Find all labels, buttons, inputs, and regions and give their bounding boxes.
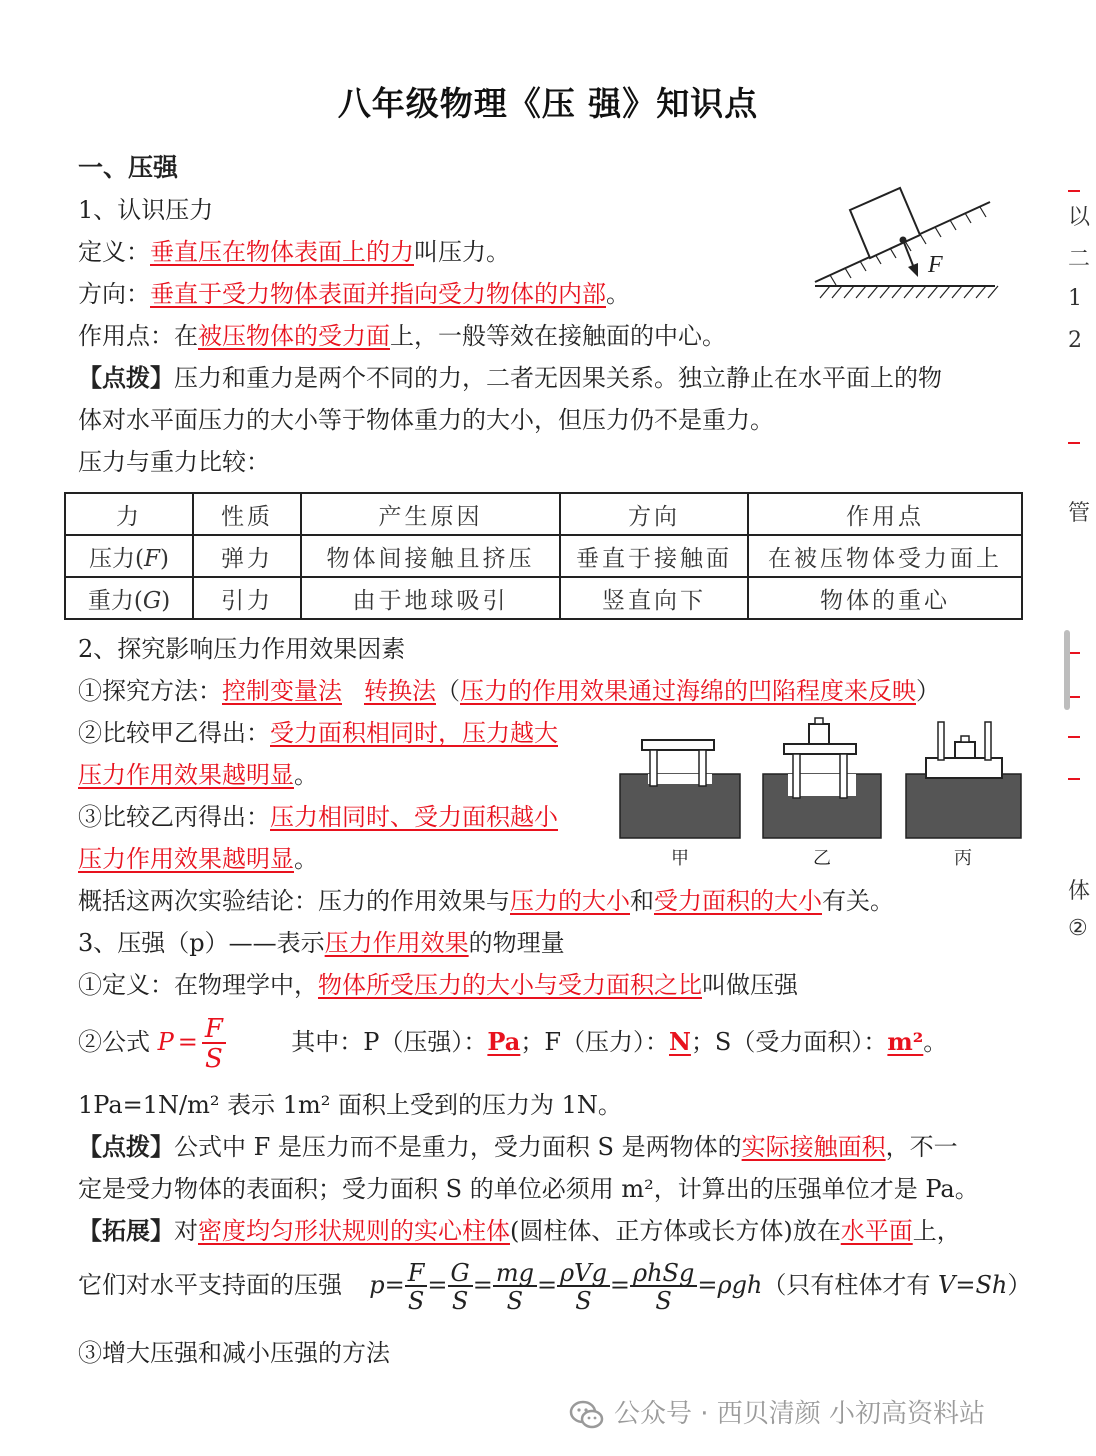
table-cell: 在被压物体受力面上 <box>748 535 1022 577</box>
table-cell: 引力 <box>193 577 301 619</box>
denominator: S <box>205 1043 223 1074</box>
highlight: 垂直压在物体表面上的力 <box>150 238 414 266</box>
compare-jia-yi-line <box>78 715 558 751</box>
text: 的物理量 <box>468 929 565 957</box>
page-title: 八年级物理《压 强》知识点 <box>337 84 759 123</box>
table-header-cell: 产生原因 <box>301 493 560 535</box>
table-row <box>65 577 1022 619</box>
table-header-cell: 方向 <box>560 493 748 535</box>
section-heading-pressure: 一、压强 <box>78 153 179 182</box>
unit-m2: m² <box>887 1027 924 1056</box>
numerator: ρVg <box>557 1261 610 1287</box>
cut-off-red-mark <box>1068 160 1080 192</box>
highlight: 转换法 <box>364 677 436 705</box>
cut-off-char: 以 <box>1068 205 1091 230</box>
highlight: 受力面积相同时，压力越大 <box>270 719 558 747</box>
experiment-label-bing: 丙 <box>954 848 972 869</box>
table-row <box>65 535 1022 577</box>
text: 概括这两次实验结论：压力的作用效果与 <box>78 887 510 915</box>
highlight: 压力相同时、受力面积越小 <box>270 803 558 831</box>
table-cell <box>65 577 193 619</box>
text: 它们对水平支持面的压强 <box>78 1271 342 1299</box>
tip-line-1 <box>78 360 942 396</box>
numerator: ρhSg <box>630 1261 697 1287</box>
wechat-icon <box>570 1400 604 1430</box>
text: 公式中 F 是压力而不是重力，受力面积 S 是两物体的 <box>174 1133 742 1161</box>
watermark-text: 公众号 · 西贝清颜 小初高资料站 <box>614 1399 986 1429</box>
experiment-label-jia: 甲 <box>671 848 689 869</box>
text: 。 <box>294 845 318 873</box>
summary-line <box>78 883 894 919</box>
denominator: S <box>506 1286 524 1315</box>
numerator: G <box>448 1261 473 1287</box>
highlight: 压力作用效果越明显 <box>78 845 294 873</box>
compare-yi-bing-line <box>78 799 558 835</box>
text: 和 <box>630 887 654 915</box>
compare-yi-bing-line-2 <box>78 841 318 877</box>
label: ②公式 <box>78 1028 150 1056</box>
column-pressure-equation-line: 它们对水平支持面的压强 p= $\frac{F}{S}$ = $\frac{G}{S}$ = $\frac{mg}{S}$ = $\frac{\text{ρVg}}{S}$ = $\frac{\text{ρhSg}}{S}$ =ρgh（只有柱体才有 V=Sh） <box>78 1258 1032 1315</box>
tip-label: 【点拨】 <box>78 1133 174 1161</box>
incline-block-diagram <box>810 182 1000 312</box>
tip-label: 【点拨】 <box>78 364 174 392</box>
text: 。 <box>923 1028 948 1056</box>
note-formula: V=Sh <box>938 1271 1008 1299</box>
text: ①定义：在物理学中， <box>78 971 318 999</box>
unit-pa: Pa <box>487 1027 521 1056</box>
action-point-line <box>78 318 726 354</box>
denominator: S <box>575 1286 592 1315</box>
subheading-pressure-force: 1、认识压力 <box>78 196 214 224</box>
text: 对 <box>174 1217 198 1245</box>
table-header-row <box>65 493 1022 535</box>
subheading-pressure-p <box>78 925 565 961</box>
tip2-line-2: 定是受力物体的表面积；受力面积 S 的单位必须用 m²，计算出的压强单位才是 Pa。 <box>78 1175 979 1203</box>
text: 。 <box>294 761 318 789</box>
text: 压力和重力是两个不同的力，二者无因果关系。独立静止在水平面上的物 <box>174 364 942 392</box>
highlight: 水平面 <box>840 1217 913 1245</box>
paren: ) <box>159 545 169 572</box>
table-cell: 弹力 <box>193 535 301 577</box>
paren: （ <box>436 677 460 705</box>
text: 上，一般等效在接触面的中心。 <box>390 322 726 350</box>
text: (圆柱体、正方体或长方体)放在 <box>510 1217 841 1245</box>
cut-off-char: 二 <box>1068 247 1091 272</box>
eq-p: p <box>369 1271 385 1299</box>
force-symbol: G <box>142 587 162 614</box>
text: ；S（受力面积）： <box>690 1028 888 1056</box>
pascal-line: 1Pa=1N/m² 表示 1m² 面积上受到的压力为 1N。 <box>78 1091 622 1119</box>
extension-line <box>78 1213 961 1249</box>
highlight: 压力的作用效果通过海绵的凹陷程度来反映 <box>460 677 916 705</box>
cut-off-char: 管 <box>1068 501 1091 526</box>
table-cell: 物体间接触且挤压 <box>301 535 560 577</box>
highlight: 物体所受压力的大小与受力面积之比 <box>318 971 702 999</box>
eq-fraction <box>493 1258 537 1315</box>
text: 叫做压强 <box>702 971 798 999</box>
compare-label: 压力与重力比较： <box>78 448 270 476</box>
text: 上， <box>912 1217 961 1245</box>
eq-fraction <box>448 1258 473 1315</box>
denominator: S <box>407 1286 425 1315</box>
note: （只有柱体才有 <box>762 1271 939 1299</box>
table-cell: 垂直于接触面 <box>560 535 748 577</box>
table-header-cell: 作用点 <box>748 493 1022 535</box>
numerator: mg <box>493 1261 537 1287</box>
text: 3、压强（p）——表示 <box>78 929 325 957</box>
force-label-text: F <box>928 252 943 278</box>
unit-n: N <box>669 1027 691 1056</box>
table-header-cell: 性质 <box>193 493 301 535</box>
highlight: 控制变量法 <box>222 677 342 705</box>
cut-off-char: 体 <box>1068 879 1091 904</box>
tip2-line-1 <box>78 1129 958 1165</box>
pressure-gravity-comparison-table <box>64 492 1023 620</box>
denominator: S <box>655 1286 672 1315</box>
table-header-cell: 力 <box>65 493 193 535</box>
force-symbol: F <box>144 545 160 572</box>
highlight: 压力作用效果 <box>324 929 469 957</box>
table-cell <box>65 535 193 577</box>
label: ②比较甲乙得出： <box>78 719 270 747</box>
watermark <box>570 1393 985 1430</box>
table-cell: 由于地球吸引 <box>301 577 560 619</box>
paren: ) <box>161 587 171 614</box>
cut-off-char: ② <box>1068 916 1088 941</box>
eq-fraction <box>557 1258 610 1315</box>
sponge-experiment-diagram <box>618 712 1023 872</box>
cut-off-red-mark <box>1068 706 1080 738</box>
numerator: F <box>405 1261 428 1287</box>
label: 方向： <box>78 280 150 308</box>
label: ③比较乙丙得出： <box>78 803 270 831</box>
highlight: 密度均匀形状规则的实心柱体 <box>198 1217 510 1245</box>
eq-fraction <box>405 1258 428 1315</box>
eq-fraction <box>630 1258 697 1315</box>
formula-fraction <box>202 1013 226 1074</box>
label: ①探究方法： <box>78 677 222 705</box>
experiment-label-yi: 乙 <box>813 848 831 869</box>
extension-label: 【拓展】 <box>78 1217 174 1245</box>
highlight: 实际接触面积 <box>741 1133 886 1161</box>
highlight: 压力作用效果越明显 <box>78 761 294 789</box>
pressure-definition-line <box>78 967 798 1003</box>
compare-jia-yi-line-2 <box>78 757 318 793</box>
tip-line-2: 体对水平面压力的大小等于物体重力的大小，但压力仍不是重力。 <box>78 406 774 434</box>
numerator: F <box>202 1016 226 1044</box>
note: ） <box>1007 1271 1032 1299</box>
methods-heading: ③增大压强和减小压强的方法 <box>78 1339 390 1367</box>
text: 其中：P（压强）： <box>291 1028 488 1056</box>
cut-off-red-mark <box>1068 748 1080 780</box>
denominator: S <box>451 1286 469 1315</box>
text: ；F（压力）： <box>520 1028 669 1056</box>
highlight: 受力面积的大小 <box>654 887 822 915</box>
scrollbar-thumb[interactable] <box>1064 630 1070 710</box>
text: 叫压力。 <box>414 238 510 266</box>
subheading-experiment: 2、探究影响压力作用效果因素 <box>78 635 406 663</box>
label: 作用点：在 <box>78 322 198 350</box>
formula-line <box>78 1008 947 1076</box>
text: 。 <box>606 280 630 308</box>
force-name: 压力( <box>89 545 145 572</box>
table-cell: 竖直向下 <box>560 577 748 619</box>
definition-line <box>78 234 510 270</box>
highlight: 压力的大小 <box>510 887 630 915</box>
highlight: 被压物体的受力面 <box>198 322 390 350</box>
force-name: 重力( <box>87 587 143 614</box>
label: 定义： <box>78 238 150 266</box>
cut-off-char: 1 <box>1068 286 1082 311</box>
paren: ） <box>916 677 940 705</box>
method-line <box>78 673 940 709</box>
formula-equals: = <box>177 1028 198 1056</box>
eq-rhogh: ρgh <box>717 1271 763 1299</box>
text: 有关。 <box>822 887 894 915</box>
text: ，不一 <box>885 1133 958 1161</box>
cut-off-red-mark <box>1068 412 1080 444</box>
cut-off-char: 2 <box>1068 328 1082 353</box>
highlight: 垂直于受力物体表面并指向受力物体的内部 <box>150 280 606 308</box>
direction-line <box>78 276 630 312</box>
table-cell: 物体的重心 <box>748 577 1022 619</box>
formula-p: P <box>157 1028 174 1056</box>
